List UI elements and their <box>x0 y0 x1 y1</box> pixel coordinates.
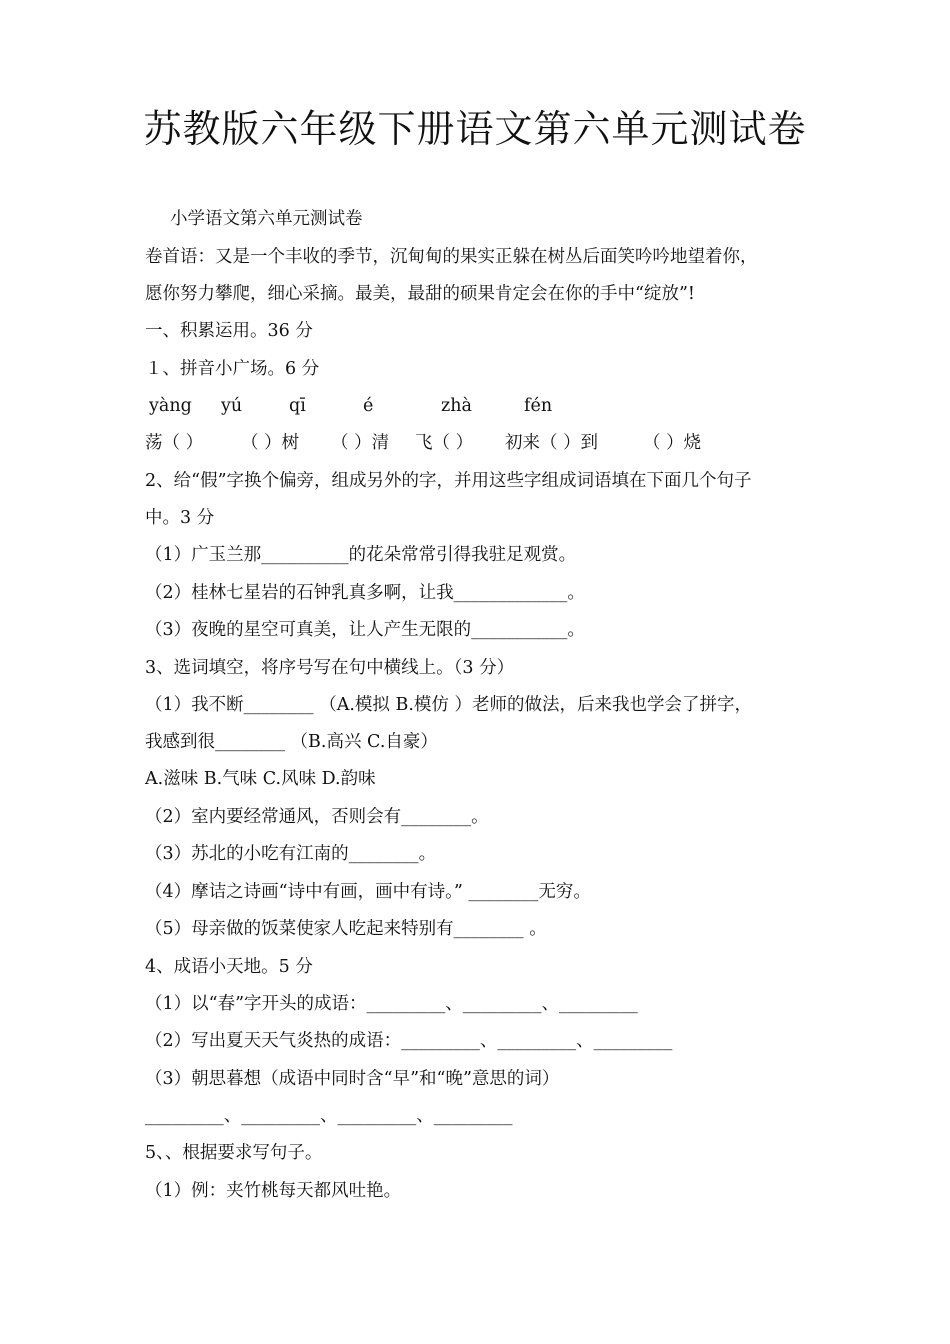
pinyin-blanks-row <box>145 430 830 456</box>
q3-options: A.滋味 B.气味 C.风味 D.韵味 <box>145 769 376 789</box>
section-1-heading: 一、积累运用。36 分 <box>145 321 313 341</box>
page-title: 苏教版六年级下册语文第六单元测试卷 <box>143 107 807 151</box>
q4-item-3-blanks: _________、_________、_________、_________ <box>145 1106 513 1126</box>
blank-4: 飞（ ） <box>415 433 474 453</box>
pinyin-3: qī <box>289 396 306 416</box>
q5-heading: 5、、根据要求写句子。 <box>145 1143 323 1163</box>
pinyin-5: zhà <box>441 396 472 416</box>
q2-item-1: （1）广玉兰那__________的花朵常常引得我驻足观赏。 <box>145 545 577 565</box>
q4-item-2: （2）写出夏天天气炎热的成语：_________、_________、_________ <box>145 1031 673 1051</box>
q3-item-3: （3）苏北的小吃有江南的________。 <box>145 844 437 864</box>
q3-item-4: （4）摩诘之诗画“诗中有画，画中有诗。” ________无穷。 <box>145 882 591 902</box>
pinyin-1: yàng <box>149 396 192 416</box>
q4-heading: 4、成语小天地。5 分 <box>145 957 313 977</box>
q3-item-1-line-1: （1）我不断________ （A.模拟 B.模仿 ）老师的做法，后来我也学会了拼字， <box>145 695 752 715</box>
pinyin-6: fén <box>524 396 553 416</box>
q2-item-2: （2）桂林七星岩的石钟乳真多啊，让我_____________。 <box>145 583 585 603</box>
q2-heading-line-1: 2、给“假”字换个偏旁，组成另外的字，并用这些字组成词语填在下面几个句子 <box>145 471 752 491</box>
blank-2: （ ）树 <box>241 433 300 453</box>
q4-item-3: （3）朝思暮想（成语中同时含“早”和“晚”意思的词） <box>145 1069 560 1089</box>
q1-heading: １、拼音小广场。6 分 <box>145 359 320 379</box>
subtitle: 小学语文第六单元测试卷 <box>170 209 363 229</box>
q2-item-3: （3）夜晚的星空可真美，让人产生无限的___________。 <box>145 620 585 640</box>
q3-item-2: （2）室内要经常通风，否则会有________。 <box>145 807 489 827</box>
blank-1: 荡（ ） <box>145 433 204 453</box>
q3-item-5: （5）母亲做的饭菜使家人吃起来特别有________ 。 <box>145 919 547 939</box>
blank-3: （ ）清 <box>331 433 390 453</box>
q3-heading: 3、选词填空，将序号写在句中横线上。（3 分） <box>145 658 515 678</box>
q2-heading-line-2: 中。3 分 <box>145 508 215 528</box>
pinyin-row <box>145 393 830 419</box>
q3-item-1-line-2: 我感到很________ （B.高兴 C.自豪） <box>145 732 438 752</box>
preface-line-2: 愿你努力攀爬，细心采摘。最美，最甜的硕果肯定会在你的手中“绽放”! <box>145 284 695 304</box>
pinyin-4: é <box>363 396 374 416</box>
preface-line-1: 卷首语：又是一个丰收的季节，沉甸甸的果实正躲在树丛后面笑吟吟地望着你， <box>145 247 758 267</box>
blank-5: 初来（ ）到 <box>505 433 599 453</box>
q4-item-1: （1）以“春”字开头的成语：_________、_________、_________ <box>145 994 638 1014</box>
q5-item-1: （1）例：夹竹桃每天都风吐艳。 <box>145 1181 402 1201</box>
pinyin-2: yú <box>221 396 243 416</box>
blank-6: （ ）烧 <box>643 433 702 453</box>
